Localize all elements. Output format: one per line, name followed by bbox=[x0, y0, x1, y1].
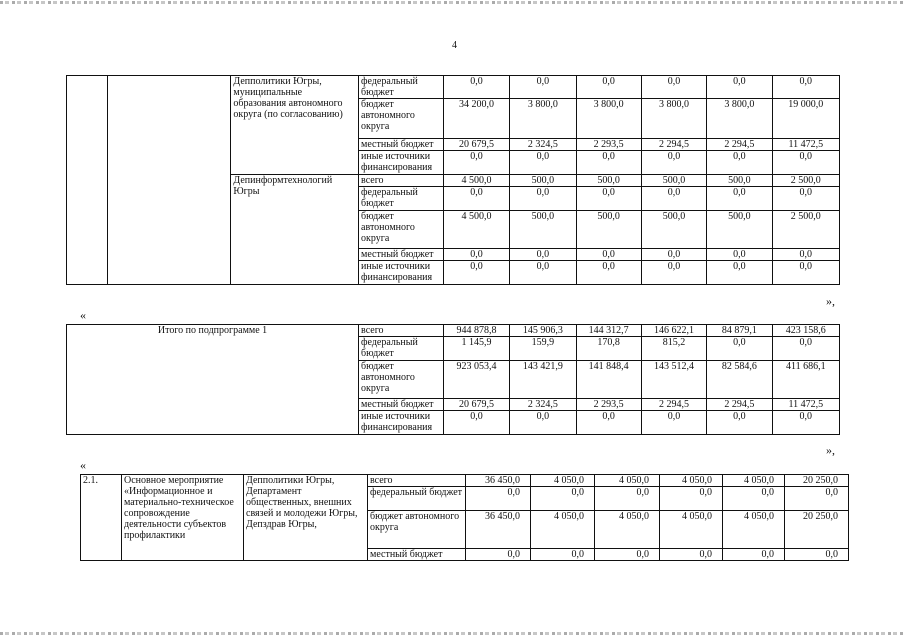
source-cell: всего bbox=[368, 475, 466, 487]
value-cell: 0,0 bbox=[723, 549, 785, 561]
value-cell: 0,0 bbox=[641, 261, 706, 285]
value-cell: 170,8 bbox=[576, 337, 641, 361]
value-cell: 0,0 bbox=[443, 76, 509, 99]
value-cell: 4 050,0 bbox=[531, 511, 595, 549]
value-cell: 0,0 bbox=[707, 76, 772, 99]
table-subtotal bbox=[66, 324, 840, 435]
value-cell: 2 294,5 bbox=[641, 399, 706, 411]
value-cell: 159,9 bbox=[510, 337, 576, 361]
value-cell: 1 145,9 bbox=[443, 337, 509, 361]
table-row bbox=[67, 76, 840, 99]
event-cell: Основное мероприятие «Информационное и материально-техническое сопровождение деятельности субъектов профилактики bbox=[122, 475, 244, 561]
value-cell: 2 500,0 bbox=[772, 211, 839, 249]
value-cell: 500,0 bbox=[707, 211, 772, 249]
value-cell: 0,0 bbox=[785, 487, 849, 511]
value-cell: 2 293,5 bbox=[576, 139, 641, 151]
value-cell: 11 472,5 bbox=[772, 139, 839, 151]
value-cell: 145 906,3 bbox=[510, 325, 576, 337]
value-cell: 0,0 bbox=[510, 76, 576, 99]
value-cell: 20 679,5 bbox=[443, 399, 509, 411]
value-cell: 0,0 bbox=[641, 249, 706, 261]
value-cell: 84 879,1 bbox=[707, 325, 772, 337]
value-cell: 0,0 bbox=[510, 261, 576, 285]
value-cell: 0,0 bbox=[510, 187, 576, 211]
value-cell: 20 250,0 bbox=[785, 511, 849, 549]
value-cell: 0,0 bbox=[576, 249, 641, 261]
executor-cell: Депполитики Югры, Департамент общественных, внешних связей и молодежи Югры, Депздрав Югры, bbox=[244, 475, 368, 561]
value-cell: 0,0 bbox=[531, 487, 595, 511]
value-cell: 0,0 bbox=[772, 337, 839, 361]
value-cell: 4 050,0 bbox=[660, 475, 723, 487]
value-cell: 2 324,5 bbox=[510, 399, 576, 411]
table-row bbox=[67, 325, 840, 337]
value-cell: 4 050,0 bbox=[595, 511, 660, 549]
value-cell: 423 158,6 bbox=[772, 325, 839, 337]
source-cell: бюджет автономного округа bbox=[359, 99, 444, 139]
value-cell: 0,0 bbox=[466, 549, 531, 561]
value-cell: 0,0 bbox=[707, 411, 772, 435]
source-cell: местный бюджет bbox=[359, 399, 444, 411]
value-cell: 0,0 bbox=[443, 249, 509, 261]
value-cell: 0,0 bbox=[443, 151, 509, 175]
value-cell: 815,2 bbox=[641, 337, 706, 361]
close-quote-2: », bbox=[826, 443, 835, 457]
value-cell: 4 050,0 bbox=[595, 475, 660, 487]
value-cell: 0,0 bbox=[576, 411, 641, 435]
subtotal-title: Итого по подпрограмме 1 bbox=[67, 325, 359, 435]
value-cell: 0,0 bbox=[707, 187, 772, 211]
value-cell: 0,0 bbox=[443, 187, 509, 211]
value-cell: 143 421,9 bbox=[510, 361, 576, 399]
value-cell: 0,0 bbox=[443, 261, 509, 285]
value-cell: 2 293,5 bbox=[576, 399, 641, 411]
value-cell: 4 050,0 bbox=[723, 475, 785, 487]
value-cell: 141 848,4 bbox=[576, 361, 641, 399]
value-cell: 500,0 bbox=[641, 175, 706, 187]
event-number: 2.1. bbox=[81, 475, 122, 561]
value-cell: 0,0 bbox=[641, 76, 706, 99]
value-cell: 4 050,0 bbox=[660, 511, 723, 549]
source-cell: местный бюджет bbox=[359, 249, 444, 261]
value-cell: 19 000,0 bbox=[772, 99, 839, 139]
value-cell: 0,0 bbox=[641, 151, 706, 175]
scan-edge-bottom bbox=[0, 632, 905, 635]
value-cell: 2 324,5 bbox=[510, 139, 576, 151]
source-cell: местный бюджет bbox=[368, 549, 466, 561]
table-departments bbox=[66, 75, 840, 285]
source-cell: иные источники финансирования bbox=[359, 151, 444, 175]
source-cell: бюджет автономного округа bbox=[368, 511, 466, 549]
value-cell: 0,0 bbox=[772, 76, 839, 99]
table-row bbox=[81, 475, 849, 487]
value-cell: 500,0 bbox=[707, 175, 772, 187]
source-cell: федеральный бюджет bbox=[359, 76, 444, 99]
source-cell: федеральный бюджет bbox=[368, 487, 466, 511]
value-cell: 0,0 bbox=[595, 487, 660, 511]
value-cell: 2 294,5 bbox=[707, 139, 772, 151]
number-cell bbox=[67, 76, 108, 285]
value-cell: 500,0 bbox=[576, 175, 641, 187]
value-cell: 0,0 bbox=[443, 411, 509, 435]
value-cell: 0,0 bbox=[772, 151, 839, 175]
value-cell: 0,0 bbox=[707, 249, 772, 261]
value-cell: 3 800,0 bbox=[510, 99, 576, 139]
value-cell: 11 472,5 bbox=[772, 399, 839, 411]
source-cell: федеральный бюджет bbox=[359, 187, 444, 211]
value-cell: 0,0 bbox=[510, 411, 576, 435]
value-cell: 36 450,0 bbox=[466, 475, 531, 487]
value-cell: 0,0 bbox=[772, 261, 839, 285]
source-cell: федеральный бюджет bbox=[359, 337, 444, 361]
value-cell: 3 800,0 bbox=[576, 99, 641, 139]
value-cell: 0,0 bbox=[576, 261, 641, 285]
value-cell: 411 686,1 bbox=[772, 361, 839, 399]
value-cell: 4 500,0 bbox=[443, 175, 509, 187]
value-cell: 2 294,5 bbox=[641, 139, 706, 151]
value-cell: 0,0 bbox=[576, 187, 641, 211]
value-cell: 0,0 bbox=[531, 549, 595, 561]
value-cell: 0,0 bbox=[576, 76, 641, 99]
value-cell: 0,0 bbox=[772, 411, 839, 435]
executor-cell: Депполитики Югры, муниципальные образования автономного округа (по согласованию) bbox=[231, 76, 359, 175]
value-cell: 3 800,0 bbox=[641, 99, 706, 139]
scan-edge-top bbox=[0, 1, 905, 4]
source-cell: бюджет автономного округа bbox=[359, 361, 444, 399]
value-cell: 0,0 bbox=[772, 187, 839, 211]
source-cell: местный бюджет bbox=[359, 139, 444, 151]
value-cell: 0,0 bbox=[641, 411, 706, 435]
value-cell: 4 050,0 bbox=[723, 511, 785, 549]
value-cell: 3 800,0 bbox=[707, 99, 772, 139]
value-cell: 0,0 bbox=[510, 249, 576, 261]
value-cell: 143 512,4 bbox=[641, 361, 706, 399]
value-cell: 20 250,0 bbox=[785, 475, 849, 487]
page-number: 4 bbox=[452, 40, 457, 51]
value-cell: 0,0 bbox=[785, 549, 849, 561]
executor-cell: Депинформтехнологий Югры bbox=[231, 175, 359, 285]
value-cell: 0,0 bbox=[707, 261, 772, 285]
value-cell: 944 878,8 bbox=[443, 325, 509, 337]
value-cell: 4 050,0 bbox=[531, 475, 595, 487]
value-cell: 0,0 bbox=[707, 151, 772, 175]
value-cell: 0,0 bbox=[707, 337, 772, 361]
value-cell: 0,0 bbox=[660, 487, 723, 511]
value-cell: 500,0 bbox=[576, 211, 641, 249]
open-quote-2: « bbox=[80, 458, 86, 472]
value-cell: 0,0 bbox=[660, 549, 723, 561]
value-cell: 36 450,0 bbox=[466, 511, 531, 549]
value-cell: 923 053,4 bbox=[443, 361, 509, 399]
close-quote-1: », bbox=[826, 294, 835, 308]
value-cell: 4 500,0 bbox=[443, 211, 509, 249]
source-cell: всего bbox=[359, 175, 444, 187]
value-cell: 2 294,5 bbox=[707, 399, 772, 411]
value-cell: 0,0 bbox=[723, 487, 785, 511]
value-cell: 500,0 bbox=[641, 211, 706, 249]
value-cell: 0,0 bbox=[641, 187, 706, 211]
value-cell: 500,0 bbox=[510, 175, 576, 187]
value-cell: 2 500,0 bbox=[772, 175, 839, 187]
table-event-2-1 bbox=[80, 474, 849, 561]
open-quote-1: « bbox=[80, 308, 86, 322]
source-cell: иные источники финансирования bbox=[359, 261, 444, 285]
value-cell: 0,0 bbox=[466, 487, 531, 511]
value-cell: 0,0 bbox=[576, 151, 641, 175]
value-cell: 82 584,6 bbox=[707, 361, 772, 399]
value-cell: 146 622,1 bbox=[641, 325, 706, 337]
source-cell: иные источники финансирования bbox=[359, 411, 444, 435]
value-cell: 0,0 bbox=[772, 249, 839, 261]
source-cell: бюджет автономного округа bbox=[359, 211, 444, 249]
event-cell bbox=[107, 76, 231, 285]
value-cell: 500,0 bbox=[510, 211, 576, 249]
value-cell: 34 200,0 bbox=[443, 99, 509, 139]
source-cell: всего bbox=[359, 325, 444, 337]
value-cell: 0,0 bbox=[595, 549, 660, 561]
value-cell: 20 679,5 bbox=[443, 139, 509, 151]
value-cell: 144 312,7 bbox=[576, 325, 641, 337]
value-cell: 0,0 bbox=[510, 151, 576, 175]
